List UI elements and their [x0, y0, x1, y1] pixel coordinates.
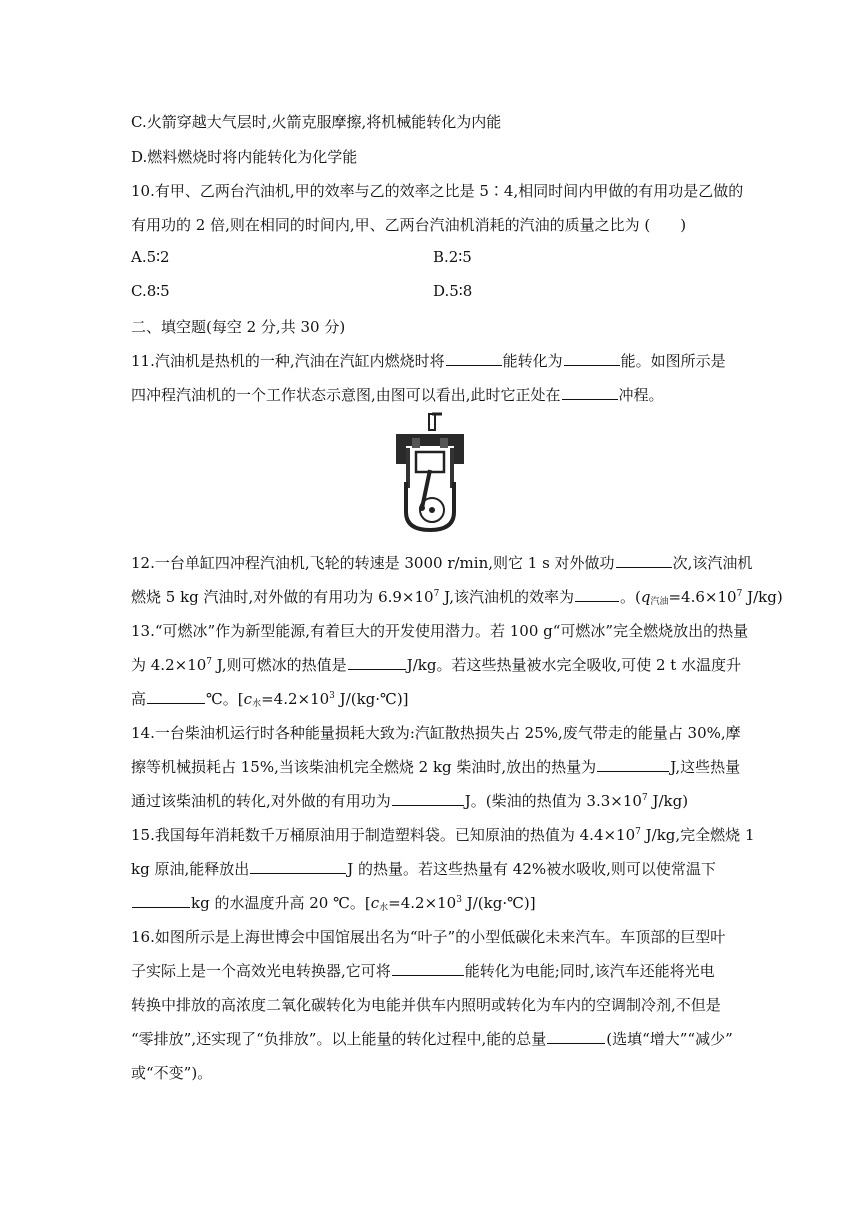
q15-line1: [131, 824, 754, 845]
piston: [416, 452, 444, 472]
q13-text: 7: [206, 657, 213, 667]
q12-text: 7: [736, 589, 743, 599]
q13-text: =4.2×10: [261, 690, 330, 708]
answer-blank[interactable]: [562, 385, 618, 400]
q15-text: J/(kg·℃)]: [461, 894, 536, 912]
q12-text: 12.一台单缸四冲程汽油机,飞轮的转速是 3000 r/min,则它 1 s 对外做功: [131, 554, 615, 572]
answer-blank[interactable]: [547, 1029, 605, 1044]
q13-text: ℃。[: [206, 690, 244, 708]
q13-line2: [131, 654, 741, 675]
q14-text: J/kg): [647, 792, 689, 810]
answer-blank[interactable]: [132, 893, 190, 908]
q14-text: 擦等机械损耗占 15%,当该柴油机完全燃烧 2 kg 柴油时,放出的热量为: [131, 758, 597, 776]
q13-line3: [131, 688, 409, 709]
q15-text: J 的热量。若这些热量有 42%被水吸收,则可以使常温下: [347, 860, 716, 878]
q12-text: 汽油: [650, 597, 669, 607]
q13-text: 为 4.2×10: [131, 656, 207, 674]
q10-stem-line1: 10.有甲、乙两台汽油机,甲的效率与乙的效率之比是 5∶4,相同时间内甲做的有用功是乙做的: [131, 182, 744, 200]
intake-valve: [412, 438, 420, 448]
q16-text: “零排放”,还实现了“负排放”。以上能量的转化过程中,能的总量: [131, 1030, 547, 1048]
q10-option-b[interactable]: B.2∶5: [433, 248, 472, 266]
q11-text: 能转化为: [502, 352, 563, 370]
q15-text: J/kg,完全燃烧 1: [640, 826, 755, 844]
q14-text: 通过该柴油机的转化,对外做的有用功为: [131, 792, 391, 810]
exhaust-valve: [440, 438, 448, 448]
q12-text: J/kg): [742, 588, 783, 606]
option-c-prev: C.火箭穿越大气层时,火箭克服摩擦,将机械能转化为内能: [131, 113, 502, 131]
q15-text: kg 的水温度升高 20 ℃。[: [191, 894, 371, 912]
q16-line2: [131, 960, 715, 981]
q11-text: 冲程。: [618, 386, 664, 404]
option-d-prev: D.燃料燃烧时将内能转化为化学能: [131, 148, 358, 166]
answer-blank[interactable]: [446, 351, 502, 366]
q15-line3: [131, 892, 536, 913]
q14-text: J,这些热量: [670, 758, 741, 776]
q16-text: 能转化为电能;同时,该汽车还能将光电: [464, 962, 715, 980]
q14-line2: [131, 756, 740, 777]
q12-text: q: [640, 588, 651, 606]
section-heading: 二、填空题(每空 2 分,共 30 分): [131, 318, 346, 336]
q10-option-a[interactable]: A.5∶2: [131, 248, 170, 266]
q16-text: (选填“增大”“减少”: [606, 1030, 733, 1048]
answer-blank[interactable]: [392, 791, 464, 806]
q13-text: J,则可燃冰的热值是: [212, 656, 347, 674]
q11-line1: [131, 350, 726, 371]
q11-line2: [131, 384, 664, 405]
q15-text: =4.2×10: [388, 894, 457, 912]
q14-line3: [131, 790, 688, 811]
q13-text: 3: [329, 691, 335, 701]
q11-text: 11.汽油机是热机的一种,汽油在汽缸内燃烧时将: [131, 352, 445, 370]
q13-line1: 13.“可燃冰”作为新型能源,有着巨大的开发使用潜力。若 100 g“可燃冰”完全燃烧放出的热量: [131, 622, 749, 640]
q13-text: 水: [252, 699, 262, 709]
q14-line1: 14.一台柴油机运行时各种能量损耗大致为:汽缸散热损失占 25%,废气带走的能量占 30%,摩: [131, 724, 741, 742]
answer-blank[interactable]: [250, 859, 346, 874]
q15-text: 3: [456, 895, 462, 905]
q14-text: J。(柴油的热值为 3.3×10: [464, 792, 642, 810]
q16-text: 子实际上是一个高效光电转换器,它可将: [131, 962, 391, 980]
q16-line1: 16.如图所示是上海世博会中国馆展出名为“叶子”的小型低碳化未来汽车。车顶部的巨型叶: [131, 928, 726, 946]
answer-blank[interactable]: [616, 553, 672, 568]
q11-text: 能。如图所示是: [620, 352, 726, 370]
q12-text: 燃烧 5 kg 汽油时,对外做的有用功为 6.9×10: [131, 588, 434, 606]
q13-text: J/(kg·℃)]: [334, 690, 409, 708]
q13-text: J/kg。若这些热量被水完全吸收,可使 2 t 水温度升: [406, 656, 742, 674]
q12-text: 。(: [620, 588, 641, 606]
q12-line2: [131, 586, 783, 607]
answer-blank[interactable]: [348, 655, 406, 670]
q15-text: 15.我国每年消耗数千万桶原油用于制造塑料袋。已知原油的热值为 4.4×10: [131, 826, 636, 844]
q15-text: c: [370, 894, 380, 912]
q14-text: 7: [641, 793, 648, 803]
q12-text: =4.6×10: [668, 588, 737, 606]
answer-blank[interactable]: [597, 757, 669, 772]
q16-line5: 或“不变”)。: [131, 1064, 213, 1082]
q12-line1: [131, 552, 752, 573]
q10-option-c[interactable]: C.8∶5: [131, 282, 170, 300]
answer-blank[interactable]: [147, 689, 205, 704]
answer-blank[interactable]: [392, 961, 464, 976]
q16-line3: 转换中排放的高浓度二氧化碳转化为电能并供车内照明或转化为车内的空调制冷剂,不但是: [131, 996, 721, 1014]
q12-text: 7: [433, 589, 440, 599]
q12-text: 次,该汽油机: [672, 554, 753, 572]
answer-blank[interactable]: [575, 587, 619, 602]
answer-blank[interactable]: [564, 351, 620, 366]
q11-text: 四冲程汽油机的一个工作状态示意图,由图可以看出,此时它正处在: [131, 386, 561, 404]
engine-diagram: [392, 412, 468, 536]
q12-text: J,该汽油机的效率为: [439, 588, 574, 606]
q13-text: c: [243, 690, 253, 708]
q15-text: kg 原油,能释放出: [131, 860, 250, 878]
spark-plug: [429, 414, 435, 430]
q15-line2: [131, 858, 716, 879]
q10-option-d[interactable]: D.5∶8: [433, 282, 473, 300]
q16-line4: [131, 1028, 733, 1049]
q10-stem-line2: 有用功的 2 倍,则在相同的时间内,甲、乙两台汽油机消耗的汽油的质量之比为 ( ): [131, 216, 687, 234]
q13-text: 高: [131, 690, 147, 708]
q15-text: 水: [379, 903, 389, 913]
q15-text: 7: [635, 827, 641, 837]
